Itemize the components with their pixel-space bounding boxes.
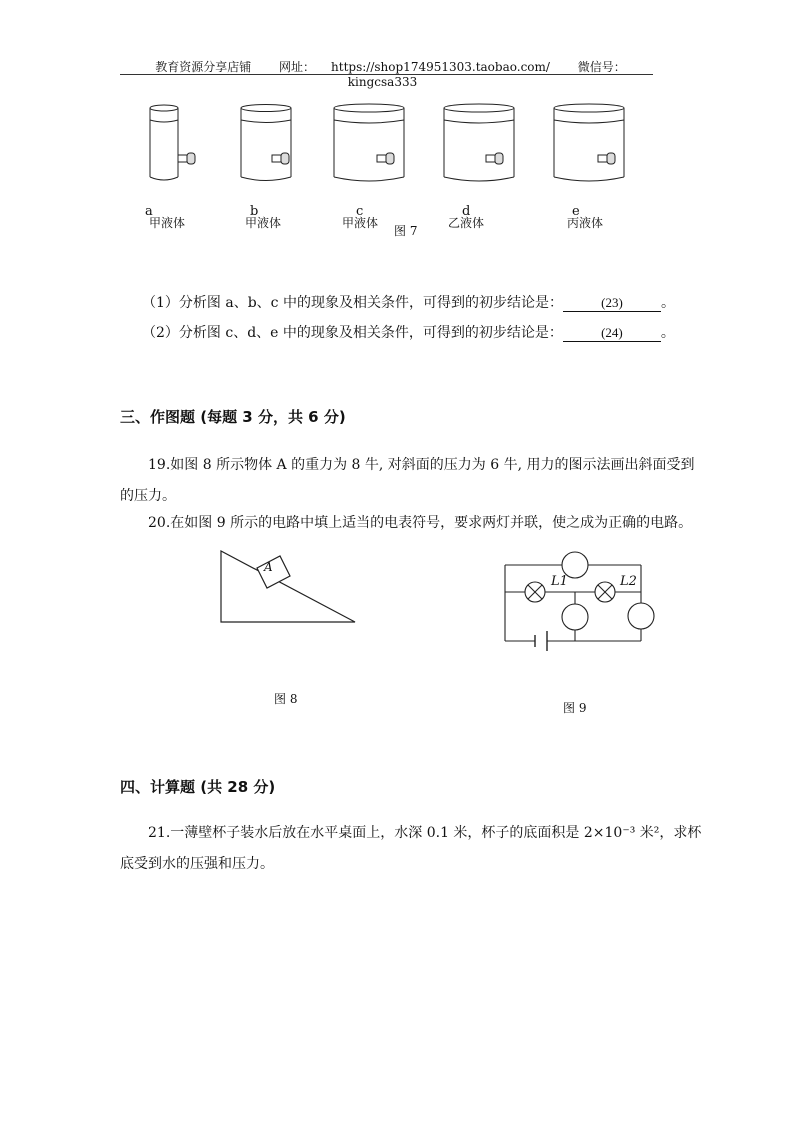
- liquid-c: 甲液体: [342, 216, 379, 230]
- middle-meter-slot: [562, 604, 588, 630]
- label-b: b: [250, 204, 259, 219]
- label-d: d: [462, 204, 471, 219]
- section-4-title: 四、计算题 (共 28 分): [120, 778, 276, 796]
- block-a: [257, 556, 290, 588]
- liquid-b: 甲液体: [245, 216, 282, 230]
- lamp-l1-label: L1: [551, 574, 568, 589]
- label-c: c: [356, 204, 364, 219]
- shop-url[interactable]: https://shop174951303.taobao.com/: [331, 60, 550, 74]
- wechat-id: 微信号：kingcsa333: [347, 60, 626, 89]
- figure-9-circuit: [495, 545, 665, 655]
- figure-7-caption: 图 7: [394, 224, 418, 238]
- liquid-d: 乙液体: [448, 216, 485, 230]
- right-meter-slot: [628, 603, 654, 629]
- figure-9-caption: 图 9: [563, 701, 587, 715]
- container-c: [334, 104, 404, 181]
- question-part-1: （1）分析图 a、b、c 中的现象及相关条件，可得到的初步结论是： (23) 。: [142, 295, 675, 311]
- header-divider: [120, 74, 653, 75]
- question-19-line2: 的压力。: [120, 488, 176, 504]
- label-e: e: [572, 204, 580, 219]
- container-b: [241, 105, 291, 181]
- question-20: 20.在如图 9 所示的电路中填上适当的电表符号，要求两灯并联，使之成为正确的电路。: [148, 515, 693, 531]
- label-a: a: [145, 204, 153, 219]
- section-3-title: 三、作图题 (每题 3 分，共 6 分): [120, 408, 346, 426]
- answer-blank-24[interactable]: (24): [563, 325, 661, 342]
- question-19-line1: 19.如图 8 所示物体 A 的重力为 8 牛, 对斜面的压力为 6 牛, 用力的图示法画出斜面受到: [148, 457, 695, 473]
- figure-7-containers: [130, 95, 650, 195]
- container-e: [554, 104, 624, 181]
- figure-8-caption: 图 8: [274, 692, 298, 706]
- shop-name: 教育资源分享店铺: [155, 60, 252, 74]
- liquid-e: 丙液体: [567, 216, 604, 230]
- question-21-line1: 21.一薄壁杯子装水后放在水平桌面上，水深 0.1 米，杯子的底面积是 2×10⁻³ 米²，求杯: [148, 825, 702, 841]
- block-a-label: A: [264, 560, 273, 574]
- lamp-l2-label: L2: [620, 574, 637, 589]
- liquid-a: 甲液体: [149, 216, 186, 230]
- container-a: [150, 105, 195, 180]
- container-d: [444, 104, 514, 181]
- question-21-line2: 底受到水的压强和压力。: [120, 856, 274, 872]
- figure-8-incline: [215, 545, 365, 630]
- site-prefix: 网址：: [279, 60, 316, 74]
- question-part-2: （2）分析图 c、d、e 中的现象及相关条件，可得到的初步结论是： (24) 。: [142, 325, 675, 341]
- answer-blank-23[interactable]: (23): [563, 295, 661, 312]
